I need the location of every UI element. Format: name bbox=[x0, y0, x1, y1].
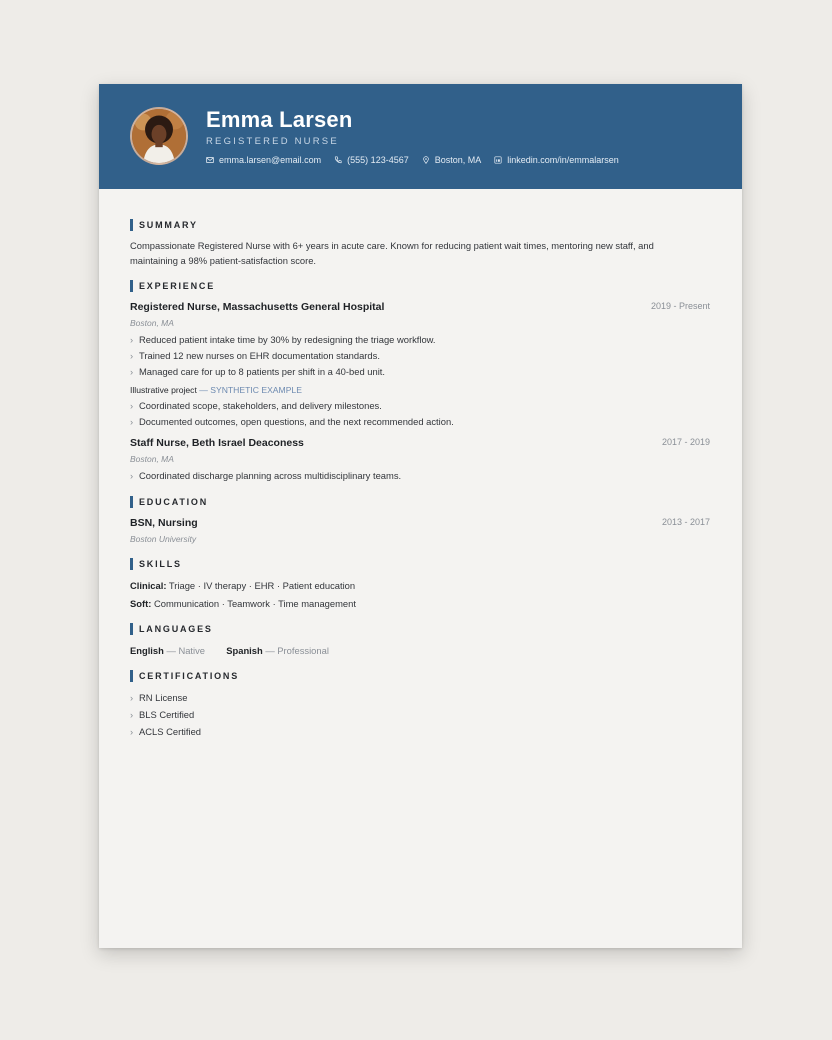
contact-linkedin[interactable] bbox=[494, 155, 619, 165]
candidate-role: REGISTERED NURSE bbox=[206, 136, 339, 147]
mail-icon bbox=[206, 156, 214, 164]
job-location: Boston, MA bbox=[130, 454, 174, 464]
contact-phone-text: (555) 123-4567 bbox=[347, 155, 409, 165]
education-heading: EDUCATION bbox=[130, 497, 208, 507]
job-dates: 2017 - 2019 bbox=[661, 437, 710, 447]
job-location: Boston, MA bbox=[130, 318, 174, 328]
skill-row: Soft: Communication · Teamwork · Time management bbox=[130, 598, 356, 609]
chevron-right-icon: › bbox=[130, 350, 134, 361]
school: Boston University bbox=[130, 534, 197, 544]
chevron-right-icon: › bbox=[130, 709, 134, 720]
project-bullet: › Coordinated scope, stakeholders, and delivery milestones. bbox=[130, 400, 382, 411]
job-bullet: › Trained 12 new nurses on EHR documentation standards. bbox=[130, 350, 380, 361]
linkedin-icon bbox=[494, 156, 502, 164]
project-label: Illustrative project — SYNTHETIC EXAMPLE bbox=[130, 385, 302, 395]
project-bullet: › Documented outcomes, open questions, and the next recommended action. bbox=[130, 416, 454, 427]
experience-heading: EXPERIENCE bbox=[130, 281, 215, 291]
education-dates: 2013 - 2017 bbox=[661, 517, 710, 527]
certifications-heading: CERTIFICATIONS bbox=[130, 671, 239, 681]
contact-location bbox=[422, 155, 482, 165]
summary-text: Compassionate Registered Nurse with 6+ years in acute care. Known for reducing patient wait times, mentoring new staff, and maintaining a 98% patient-satisfaction score. bbox=[130, 240, 654, 266]
skills-heading: SKILLS bbox=[130, 559, 182, 569]
contact-email[interactable] bbox=[206, 155, 321, 165]
chevron-right-icon: › bbox=[130, 366, 134, 377]
resume-page bbox=[99, 84, 742, 948]
skill-row: Clinical: Triage · IV therapy · EHR · Patient education bbox=[130, 580, 356, 591]
chevron-right-icon: › bbox=[130, 400, 134, 411]
resume-header bbox=[99, 84, 742, 189]
avatar-portrait-icon bbox=[132, 109, 186, 163]
job-bullet: › Coordinated discharge planning across multidisciplinary teams. bbox=[130, 470, 402, 481]
language-item: English — Native bbox=[130, 645, 206, 656]
job-title: Staff Nurse, Beth Israel Deaconess bbox=[130, 437, 304, 449]
chevron-right-icon: › bbox=[130, 726, 134, 737]
chevron-right-icon: › bbox=[130, 692, 134, 703]
languages-heading: LANGUAGES bbox=[130, 624, 213, 634]
chevron-right-icon: › bbox=[130, 416, 134, 427]
job-bullet: › Reduced patient intake time by 30% by redesigning the triage workflow. bbox=[130, 334, 436, 345]
chevron-right-icon: › bbox=[130, 334, 134, 345]
candidate-name: Emma Larsen bbox=[206, 107, 353, 132]
job-bullet: › Managed care for up to 8 patients per shift in a 40-bed unit. bbox=[130, 366, 385, 377]
job-dates: 2019 - Present bbox=[650, 301, 710, 311]
contact-linkedin-text: linkedin.com/in/emmalarsen bbox=[507, 155, 619, 165]
avatar bbox=[130, 107, 188, 165]
project-tag: — SYNTHETIC EXAMPLE bbox=[199, 385, 302, 395]
contact-phone[interactable] bbox=[334, 155, 409, 165]
contact-bar bbox=[206, 155, 619, 165]
job-title: Registered Nurse, Massachusetts General Hospital bbox=[130, 301, 385, 313]
contact-email-text: emma.larsen@email.com bbox=[219, 155, 322, 165]
language-item: Spanish — Professional bbox=[226, 645, 329, 656]
phone-icon bbox=[334, 156, 342, 164]
certification-item: › RN License bbox=[130, 692, 188, 703]
summary-heading: SUMMARY bbox=[130, 220, 198, 230]
language-list bbox=[130, 645, 329, 656]
pin-icon bbox=[422, 156, 430, 164]
degree: BSN, Nursing bbox=[130, 517, 198, 529]
chevron-right-icon: › bbox=[130, 470, 134, 481]
certification-item: › ACLS Certified bbox=[130, 726, 202, 737]
certification-item: › BLS Certified bbox=[130, 709, 195, 720]
contact-location-text: Boston, MA bbox=[434, 155, 482, 165]
